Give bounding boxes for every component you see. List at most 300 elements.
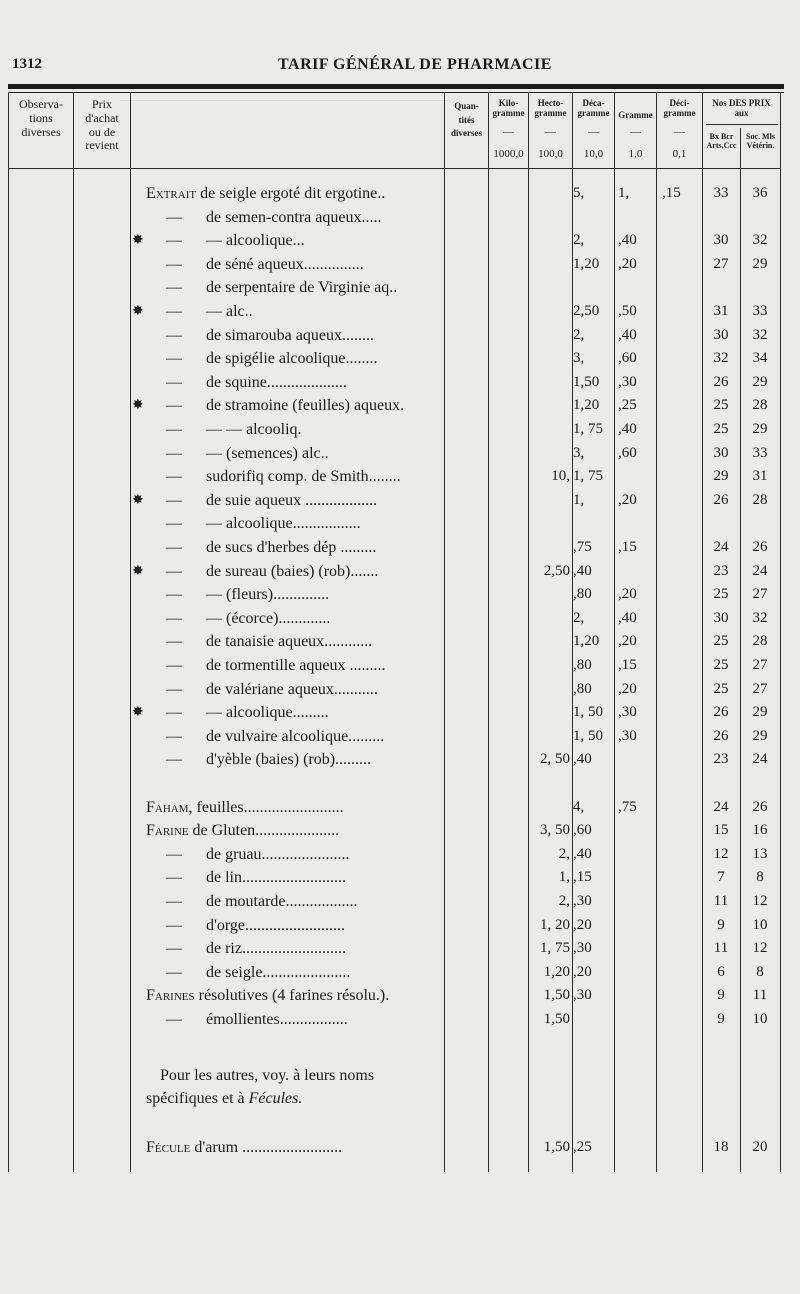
table-row [0, 371, 800, 394]
price-gramme: ,60 [618, 445, 637, 461]
price-soc-veterin: 36 [752, 185, 768, 201]
table-row [0, 725, 800, 748]
item-description [146, 371, 440, 394]
item-text: résolutives (4 farines résolu.). [198, 987, 390, 1004]
column-header-observations: Observa- tions diverses [19, 97, 63, 139]
table-row: Fécule d'arum ......................... 1,50 ,25 18 20 [146, 1139, 768, 1156]
table-row [0, 819, 800, 842]
price-decigramme: ,15 [662, 185, 681, 201]
column-header-nos-prix: Nos DES PRIX aux [712, 98, 771, 119]
item-text: sudorifiq comp. de Smith........ [206, 468, 401, 485]
price-decagramme: 1, 75 [573, 468, 603, 484]
item-description [146, 701, 440, 724]
price-gramme: ,20 [618, 681, 637, 697]
price-soc-veterin: 28 [752, 397, 768, 413]
price-soc-veterin: 29 [752, 728, 768, 744]
price-gramme: ,40 [618, 327, 637, 343]
price-bx-arts: 27 [713, 256, 729, 272]
price-decagramme: 1, [573, 492, 585, 508]
price-hectogramme: 1, [558, 869, 570, 885]
item-description [146, 324, 440, 347]
table-row [0, 890, 800, 913]
price-hectogramme: 2, [558, 846, 570, 862]
price-soc-veterin: 16 [752, 822, 768, 838]
item-text: de serpentaire de Virginie aq.. [206, 279, 398, 296]
item-text: — alcoolique................. [206, 515, 361, 532]
price-gramme: ,40 [618, 232, 637, 248]
item-text: d'orge......................... [206, 917, 346, 934]
table-row [0, 182, 800, 205]
price-gramme: ,15 [618, 657, 637, 673]
item-description [146, 725, 440, 748]
price-bx-arts: 25 [713, 397, 729, 413]
price-bx-arts: 11 [713, 940, 729, 956]
price-decagramme: 3, [573, 350, 585, 366]
ditto-dash: — [166, 209, 182, 226]
price-soc-veterin: 27 [752, 657, 768, 673]
price-decagramme: ,80 [573, 681, 592, 697]
price-bx-arts: 15 [713, 822, 729, 838]
note-line-1: Pour les autres, voy. à leurs noms [160, 1067, 375, 1084]
item-text: de squine.................... [206, 374, 347, 391]
table-row [0, 418, 800, 441]
ditto-dash: — [166, 515, 182, 532]
item-text: de sucs d'herbes dép ......... [206, 539, 377, 556]
price-bx-arts: 6 [717, 964, 725, 980]
item-description [146, 182, 440, 205]
item-text: — alc.. [206, 303, 253, 320]
item-text: de suie aqueux .................. [206, 492, 378, 509]
price-soc-veterin: 8 [756, 869, 764, 885]
price-hectogramme: 3, 50 [540, 822, 570, 838]
item-text: de seigle...................... [206, 964, 351, 981]
ditto-dash: — [166, 940, 182, 957]
item-text: de semen-contra aqueux..... [206, 209, 382, 226]
price-bx-arts: 23 [713, 751, 729, 767]
weight-gramme: 1,0 [628, 148, 643, 160]
price-decagramme: 1, 50 [573, 728, 603, 744]
price-gramme: ,40 [618, 610, 637, 626]
price-hectogramme: 2, [558, 893, 570, 909]
item-text: feuilles......................... [196, 799, 344, 816]
price-decagramme: 5, [573, 185, 585, 201]
item-description [146, 866, 440, 889]
price-soc-veterin: 12 [752, 940, 768, 956]
table-row [0, 229, 800, 252]
ditto-dash: — [166, 350, 182, 367]
asterisk-mark-icon: ✸ [132, 493, 144, 508]
price-gramme: ,20 [618, 633, 637, 649]
price-decagramme: 1,20 [573, 633, 600, 649]
price-hectogramme: 1,50 [543, 1011, 570, 1027]
item-text: de gruau...................... [206, 846, 350, 863]
header-rule-thin [8, 92, 784, 93]
price-bx-arts: 26 [713, 704, 729, 720]
item-text: de seigle ergoté dit ergotine.. [200, 185, 386, 202]
price-soc-veterin: 28 [752, 633, 768, 649]
ditto-dash: — [166, 681, 182, 698]
price-bx-arts: 9 [717, 917, 725, 933]
price-bx-arts: 29 [713, 468, 729, 484]
item-description [146, 819, 440, 842]
price-decagramme: ,60 [573, 822, 592, 838]
item-text: de riz.......................... [206, 940, 346, 957]
price-soc-veterin: 13 [752, 846, 768, 862]
price-soc-veterin: 24 [752, 563, 768, 579]
price-soc-veterin: 31 [752, 468, 768, 484]
ditto-dash: — [166, 421, 182, 438]
table-row [0, 678, 800, 701]
asterisk-mark-icon: ✸ [132, 304, 144, 319]
price-decagramme: 1,50 [573, 374, 600, 390]
ditto-dash: — [166, 468, 182, 485]
asterisk-mark-icon: ✸ [132, 233, 144, 248]
item-description [146, 890, 440, 913]
price-soc-veterin: 33 [752, 303, 768, 319]
item-description [146, 418, 440, 441]
table-row [0, 701, 800, 724]
column-header-prix: Prix d'achat ou de revient [85, 97, 119, 153]
note-emphasis: Fécules. [248, 1090, 303, 1107]
column-header-decagramme: Déca- gramme [577, 98, 610, 119]
item-text: émollientes................. [206, 1011, 348, 1028]
ditto-dash: — [166, 445, 182, 462]
ditto-dash: — [166, 751, 182, 768]
asterisk-mark-icon: ✸ [132, 564, 144, 579]
price-decagramme: 2, [573, 327, 585, 343]
ditto-dash: — [166, 964, 182, 981]
price-soc-veterin: 29 [752, 256, 768, 272]
item-text: de moutarde.................. [206, 893, 358, 910]
item-description [146, 442, 440, 465]
table-row [0, 843, 800, 866]
price-hectogramme: 2,50 [543, 563, 570, 579]
price-decagramme: 1, 75 [573, 421, 603, 437]
item-description [146, 654, 440, 677]
ditto-dash: — [166, 846, 182, 863]
column-header-quantites: Quan- tités diverses [451, 101, 482, 138]
price-decagramme: ,40 [573, 563, 592, 579]
item-description [146, 465, 440, 488]
item-description [146, 394, 440, 417]
price-gramme: ,75 [618, 799, 637, 815]
table-row [0, 772, 800, 795]
price-hectogramme: 2, 50 [540, 751, 570, 767]
price-soc-veterin: 29 [752, 374, 768, 390]
table-row [0, 536, 800, 559]
item-heading: Faham, [146, 799, 193, 816]
price-decagramme: 4, [573, 799, 585, 815]
price-decagramme: ,30 [573, 987, 592, 1003]
price-hectogramme: 10, [551, 468, 570, 484]
weight-hecto: 100,0 [538, 148, 563, 160]
price-soc-veterin: 11 [752, 987, 768, 1003]
price-gramme: ,40 [618, 421, 637, 437]
column-header-gramme: Gramme [618, 110, 653, 120]
table-row [0, 914, 800, 937]
table-row [0, 206, 800, 229]
price-soc-veterin: 8 [756, 964, 764, 980]
column-header-kilogramme: Kilo- gramme [492, 98, 525, 119]
price-bx-arts: 24 [713, 539, 729, 555]
page-number: 1312 [12, 56, 42, 72]
price-bx-arts: 24 [713, 799, 729, 815]
item-text: de simarouba aqueux........ [206, 327, 374, 344]
table-row [0, 560, 800, 583]
item-description [146, 678, 440, 701]
price-decagramme: ,40 [573, 846, 592, 862]
item-description [146, 512, 440, 535]
table-row [0, 347, 800, 370]
price-hectogramme: 1,20 [543, 964, 570, 980]
ditto-dash: — [166, 374, 182, 391]
table-row [0, 796, 800, 819]
item-description [146, 206, 440, 229]
price-decagramme: ,15 [573, 869, 592, 885]
price-soc-veterin: 27 [752, 681, 768, 697]
item-text: — (écorce)............. [206, 610, 331, 627]
ditto-dash: — [166, 728, 182, 745]
weight-kilo: 1000,0 [493, 148, 524, 160]
price-decagramme: 2, [573, 232, 585, 248]
ditto-dash: — [166, 869, 182, 886]
price-soc-veterin: 10 [752, 1011, 768, 1027]
price-gramme: ,50 [618, 303, 637, 319]
note-line-2: spécifiques et à Fécules. [146, 1090, 303, 1107]
price-bx-arts: 25 [713, 586, 729, 602]
price-decagramme: ,80 [573, 586, 592, 602]
ditto-dash: — [166, 303, 182, 320]
price-gramme: ,30 [618, 728, 637, 744]
price-decagramme: 3, [573, 445, 585, 461]
ditto-dash: — [166, 539, 182, 556]
ditto-dash: — [166, 1011, 182, 1028]
price-gramme: ,20 [618, 586, 637, 602]
price-decagramme: 1, 50 [573, 704, 603, 720]
item-text: de sureau (baies) (rob)....... [206, 563, 379, 580]
ditto-dash: — [166, 917, 182, 934]
table-row [0, 654, 800, 677]
price-hectogramme: 1, 20 [540, 917, 570, 933]
ditto-dash: — [166, 893, 182, 910]
price-soc-veterin: 10 [752, 917, 768, 933]
item-heading: Farines [146, 987, 195, 1004]
ditto-dash: — [166, 232, 182, 249]
price-bx-arts: 30 [713, 327, 729, 343]
item-description [146, 630, 440, 653]
price-decagramme: 1,20 [573, 256, 600, 272]
ditto-dash: — [166, 279, 182, 296]
item-description [146, 560, 440, 583]
price-decagramme: 1,20 [573, 397, 600, 413]
column-header-soc-veterin: Soc. Mls Vétérin. [746, 132, 775, 151]
price-gramme: ,30 [618, 374, 637, 390]
ditto-dash: — [166, 586, 182, 603]
table-row [0, 276, 800, 299]
price-soc-veterin: 27 [752, 586, 768, 602]
price-gramme: ,15 [618, 539, 637, 555]
weight-deca: 10,0 [583, 148, 604, 160]
item-description [146, 937, 440, 960]
price-bx-arts: 12 [713, 846, 729, 862]
column-header-bx-arts: Bx Bcr Arts,Ccc [706, 132, 737, 151]
item-description [146, 914, 440, 937]
price-bx-arts: 7 [717, 869, 725, 885]
item-heading: Farine [146, 822, 189, 839]
price-bx-arts: 23 [713, 563, 729, 579]
price-hectogramme: 1, 75 [540, 940, 570, 956]
price-bx-arts: 30 [713, 232, 729, 248]
price-bx-arts: 25 [713, 633, 729, 649]
price-decagramme: 2,50 [573, 303, 600, 319]
table-row [0, 300, 800, 323]
price-soc-veterin: 34 [752, 350, 768, 366]
header-rule-thick [8, 84, 784, 89]
price-decagramme: ,80 [573, 657, 592, 673]
item-text: de lin.......................... [206, 869, 346, 886]
table-row [0, 465, 800, 488]
table-row [0, 489, 800, 512]
price-gramme: ,20 [618, 492, 637, 508]
item-text: — alcoolique... [206, 232, 305, 249]
item-description [146, 229, 440, 252]
price-gramme: ,60 [618, 350, 637, 366]
price-soc-veterin: 26 [752, 539, 768, 555]
price-soc-veterin: 28 [752, 492, 768, 508]
price-soc-veterin: 29 [752, 704, 768, 720]
item-description [146, 1008, 440, 1031]
table-row [0, 442, 800, 465]
item-text: — alcoolique......... [206, 704, 329, 721]
price-bx-arts: 11 [713, 893, 729, 909]
item-text: de tormentille aqueux ......... [206, 657, 386, 674]
price-bx-arts: 33 [713, 185, 729, 201]
price-bx-arts: 26 [713, 374, 729, 390]
item-description [146, 276, 440, 299]
ditto-dash: — [166, 610, 182, 627]
column-header-decigramme: Déci- gramme [663, 98, 696, 119]
item-text: de valériane aqueux........... [206, 681, 378, 698]
price-bx-arts: 25 [713, 421, 729, 437]
item-text: de spigélie alcoolique........ [206, 350, 378, 367]
ditto-dash: — [166, 397, 182, 414]
ditto-dash: — [166, 327, 182, 344]
price-bx-arts: 25 [713, 657, 729, 673]
table-row [0, 607, 800, 630]
item-description [146, 489, 440, 512]
item-text: — (fleurs).............. [206, 586, 330, 603]
price-gramme: 1, [618, 185, 630, 201]
item-heading: Extrait [146, 185, 197, 202]
item-description [146, 536, 440, 559]
table-row [0, 512, 800, 535]
item-description [146, 961, 440, 984]
ditto-dash: — [166, 563, 182, 580]
item-text: — (semences) alc.. [206, 445, 329, 462]
price-decagramme: ,40 [573, 751, 592, 767]
table-row [0, 961, 800, 984]
item-description [146, 607, 440, 630]
item-text: de Gluten..................... [192, 822, 340, 839]
table-row [0, 324, 800, 347]
table-row [0, 1008, 800, 1031]
item-text: d'yèble (baies) (rob)......... [206, 751, 372, 768]
price-soc-veterin: 32 [752, 327, 768, 343]
item-description [146, 347, 440, 370]
item-description [146, 253, 440, 276]
price-bx-arts: 26 [713, 728, 729, 744]
price-bx-arts: 31 [713, 303, 729, 319]
price-bx-arts: 32 [713, 350, 729, 366]
price-bx-arts: 25 [713, 681, 729, 697]
price-bx-arts: 30 [713, 610, 729, 626]
table-row [0, 394, 800, 417]
table-row [0, 253, 800, 276]
item-text: de vulvaire alcoolique......... [206, 728, 385, 745]
column-header-hectogramme: Hecto- gramme [534, 98, 567, 119]
price-bx-arts: 30 [713, 445, 729, 461]
price-soc-veterin: 26 [752, 799, 768, 815]
price-soc-veterin: 29 [752, 421, 768, 437]
price-soc-veterin: 12 [752, 893, 768, 909]
item-text: de stramoine (feuilles) aqueux. [206, 397, 405, 414]
price-bx-arts: 26 [713, 492, 729, 508]
table-row [0, 630, 800, 653]
table-row [0, 866, 800, 889]
price-bx-arts: 9 [717, 987, 725, 1003]
item-text: de tanaisie aqueux............ [206, 633, 373, 650]
price-decagramme: ,20 [573, 917, 592, 933]
table-row [0, 937, 800, 960]
item-text: de séné aqueux............... [206, 256, 364, 273]
item-description [146, 796, 440, 819]
weight-deci: 0,1 [672, 148, 687, 160]
price-decagramme: ,20 [573, 964, 592, 980]
item-description [146, 583, 440, 606]
price-decagramme: ,30 [573, 893, 592, 909]
item-description [146, 748, 440, 771]
price-bx-arts: 9 [717, 1011, 725, 1027]
ditto-dash: — [166, 492, 182, 509]
price-decagramme: 2, [573, 610, 585, 626]
price-gramme: ,30 [618, 704, 637, 720]
asterisk-mark-icon: ✸ [132, 705, 144, 720]
price-soc-veterin: 32 [752, 610, 768, 626]
table-row [0, 984, 800, 1007]
price-soc-veterin: 24 [752, 751, 768, 767]
asterisk-mark-icon: ✸ [132, 398, 144, 413]
price-soc-veterin: 32 [752, 232, 768, 248]
ditto-dash: — [166, 633, 182, 650]
ditto-dash: — [166, 256, 182, 273]
header-bottom-rule [8, 168, 780, 169]
table-row [0, 748, 800, 771]
item-description [146, 843, 440, 866]
price-gramme: ,25 [618, 397, 637, 413]
item-description [146, 984, 440, 1007]
item-text: — — alcooliq. [206, 421, 302, 438]
bleed-through [120, 100, 450, 161]
item-description [146, 300, 440, 323]
price-soc-veterin: 33 [752, 445, 768, 461]
table-row [0, 583, 800, 606]
ditto-dash: — [166, 657, 182, 674]
ditto-dash: — [166, 704, 182, 721]
price-gramme: ,20 [618, 256, 637, 272]
price-decagramme: ,75 [573, 539, 592, 555]
price-hectogramme: 1,50 [543, 987, 570, 1003]
page-title: TARIF GÉNÉRAL DE PHARMACIE [278, 56, 552, 73]
